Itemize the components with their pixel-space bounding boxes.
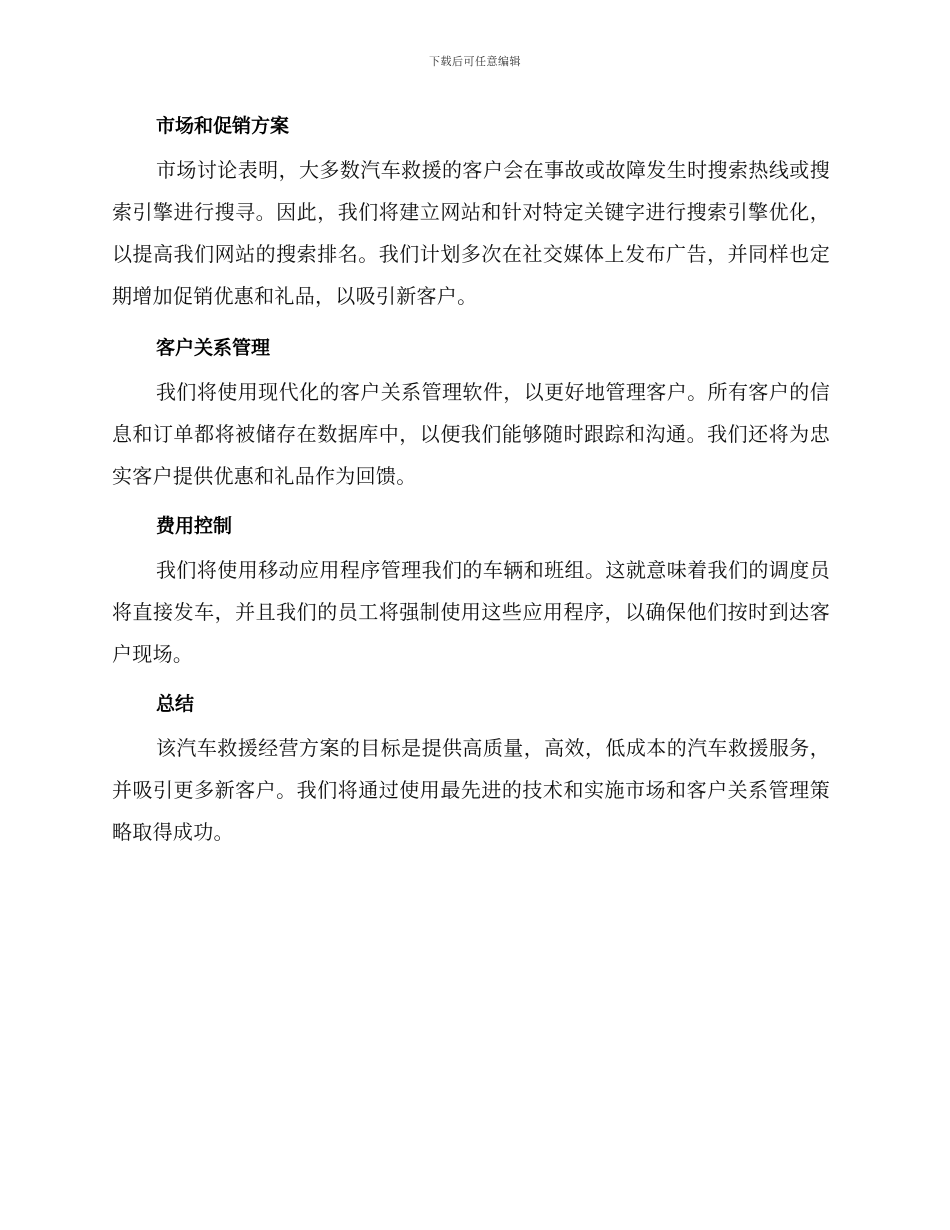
- section-title: 市场和促销方案: [156, 115, 290, 137]
- page-header-note: 下载后可任意编辑: [429, 55, 521, 68]
- section-paragraph: 该汽车救援经营方案的目标是提供高质量，高效，低成本的汽车救援服务，并吸引更多新客户。我们将通过使用最先进的技术和实施市场和客户关系管理策略取得成功。: [112, 736, 830, 844]
- section-paragraph: 我们将使用移动应用程序管理我们的车辆和班组。这就意味着我们的调度员将直接发车，并且我们的员工将强制使用这些应用程序，以确保他们按时到达客户现场。: [112, 558, 830, 666]
- section-summary: [112, 685, 830, 853]
- section-marketing: [112, 107, 830, 317]
- section-paragraph: 市场讨论表明，大多数汽车救援的客户会在事故或故障发生时搜索热线或搜索引擎进行搜寻。因此，我们将建立网站和针对特定关键字进行搜索引擎优化，以提高我们网站的搜索排名。我们计划多次在社交媒体上发布广告，并同样也定期增加促销优惠和礼品，以吸引新客户。: [112, 158, 830, 308]
- section-title: 总结: [156, 693, 195, 715]
- section-title: 费用控制: [156, 515, 233, 537]
- section-cost-control: [112, 507, 830, 675]
- document-body: [112, 107, 830, 863]
- section-title: 客户关系管理: [156, 337, 271, 359]
- section-crm: [112, 329, 830, 497]
- section-paragraph: 我们将使用现代化的客户关系管理软件，以更好地管理客户。所有客户的信息和订单都将被储存在数据库中，以便我们能够随时跟踪和沟通。我们还将为忠实客户提供优惠和礼品作为回馈。: [112, 380, 830, 488]
